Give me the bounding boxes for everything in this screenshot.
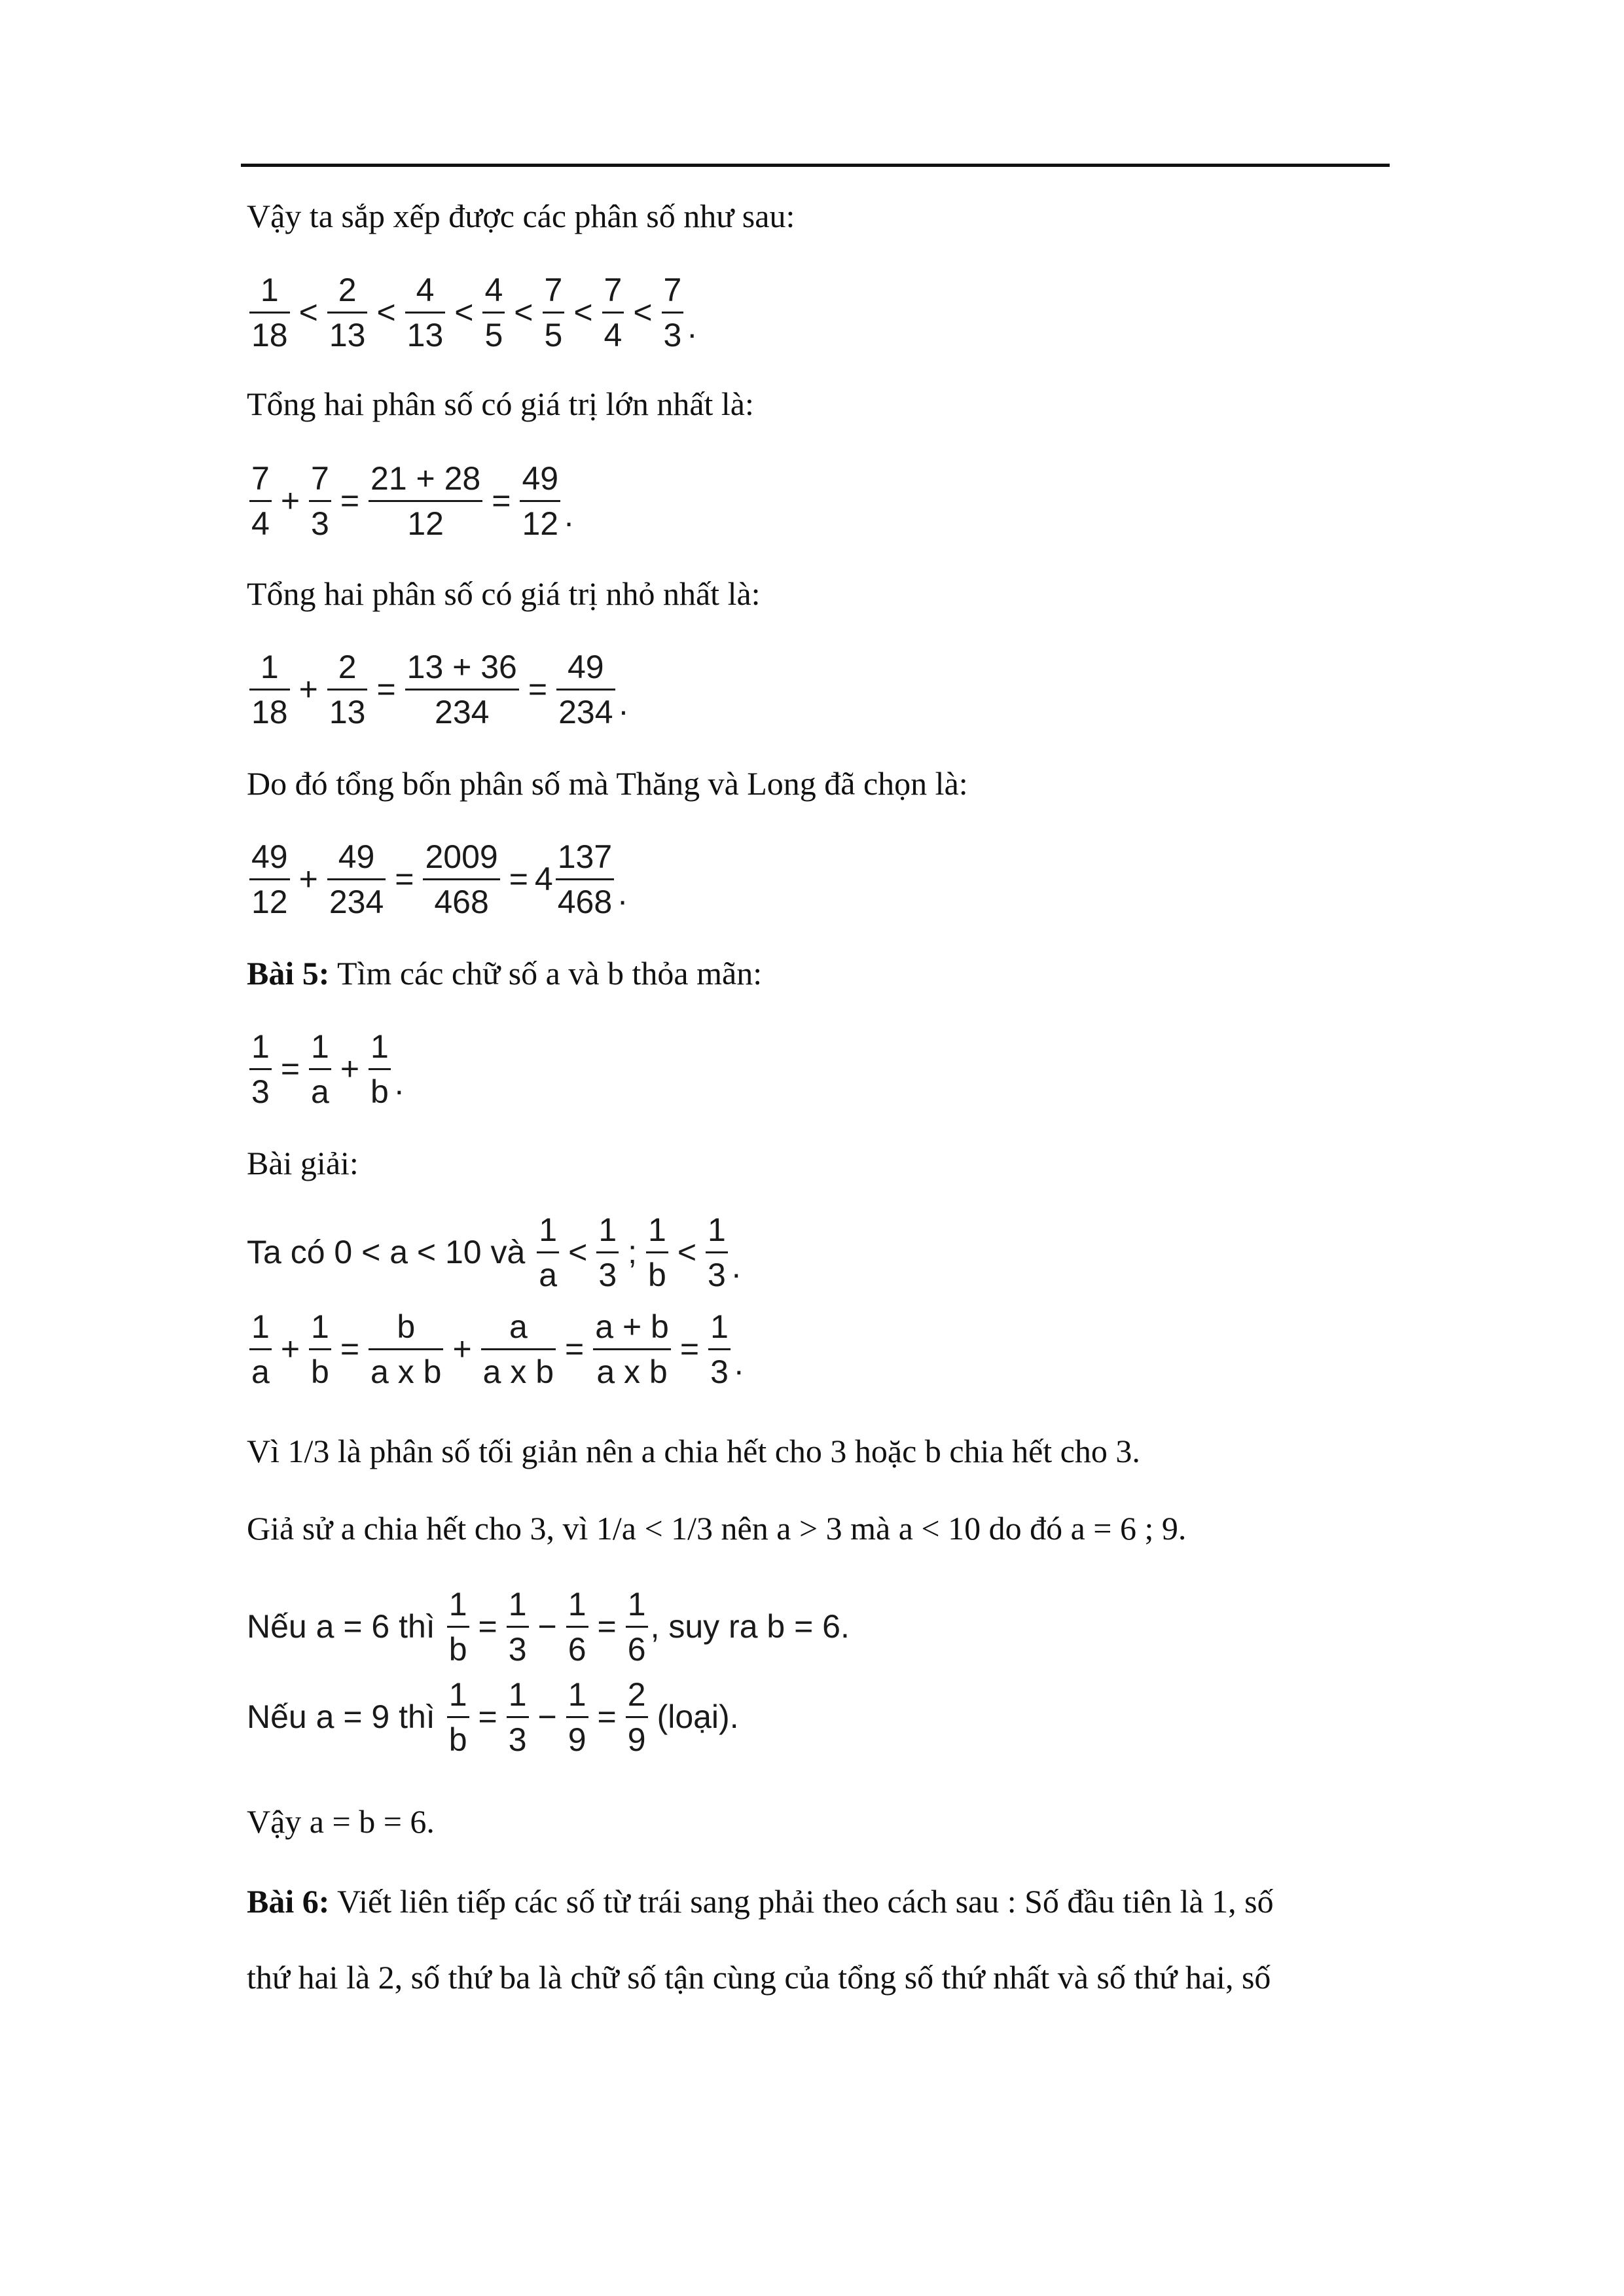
fraction: $\frac{2009}{468}$ — [423, 840, 499, 918]
fraction: $\frac{1}{b}$ — [447, 1678, 469, 1756]
fraction: $\frac{1}{a}$ — [309, 1030, 331, 1108]
fraction: $\frac{49}{234}$ — [556, 651, 615, 728]
text-line: Giả sử a chia hết cho 3, vì 1/a < 1/3 nên a > 3 mà a < 10 do đó a = 6 ; 9. — [247, 1510, 1187, 1547]
fraction: $\frac{4}{13}$ — [405, 274, 446, 351]
fraction: $\frac{4}{5}$ — [482, 274, 505, 351]
text-line: thứ hai là 2, số thứ ba là chữ số tận cùng của tổng số thứ nhất và số thứ hai, số — [247, 1959, 1271, 1996]
exercise-6-heading: Bài 6: Viết liên tiếp các số từ trái sang phải theo cách sau : Số đầu tiên là 1, số — [247, 1883, 1274, 1920]
fraction: $\frac{1}{a}$ — [249, 1310, 272, 1388]
fraction: $\frac{13 + 36}{234}$ — [405, 651, 519, 728]
fraction: $\frac{a + b}{\text{a x b}}$ — [593, 1310, 671, 1388]
fraction: $\frac{137}{468}$ — [556, 840, 614, 918]
math-ta-co: Ta có 0 < a < 10 và $\frac{1}{a}$ < $\frac{1}{3}$ ; $\frac{1}{b}$ < $\frac{1}{3}$ . — [247, 1211, 741, 1293]
fraction: $\frac{1}{9}$ — [566, 1678, 588, 1756]
math-eq5: $\frac{1}{3}$ = $\frac{1}{a}$ + $\frac{1}{b}$ . — [247, 1026, 404, 1111]
fraction: $\frac{1}{3}$ — [249, 1030, 272, 1108]
fraction: $\frac{1}{6}$ — [626, 1588, 648, 1666]
math-max-sum: $\frac{7}{4}$ + $\frac{7}{3}$ = $\frac{21 + 28}{12}$ = $\frac{49}{12}$ . — [247, 458, 573, 543]
fraction: $\frac{7}{5}$ — [543, 274, 565, 351]
math-min-sum: $\frac{1}{18}$ + $\frac{2}{13}$ = $\frac{13 + 36}{234}$ = $\frac{49}{234}$ . — [247, 647, 628, 732]
header-rule — [241, 164, 1390, 167]
math-ordering: $\frac{1}{18}$ < $\frac{2}{13}$ < $\frac{4}{13}$ < $\frac{4}{5}$ < $\frac{7}{5}$ < $\frac{7}{4}$ < $\frac{7}{3}$ . — [247, 270, 696, 355]
fraction: $\frac{7}{3}$ — [309, 462, 331, 540]
fraction: $\frac{1}{3}$ — [706, 1213, 728, 1291]
fraction: $\frac{1}{3}$ — [596, 1213, 619, 1291]
text-line: Vậy ta sắp xếp được các phân số như sau: — [247, 198, 795, 234]
fraction: $\frac{49}{234}$ — [327, 840, 386, 918]
text-line: Tổng hai phân số có giá trị lớn nhất là: — [247, 386, 754, 422]
fraction: $\frac{7}{3}$ — [662, 274, 684, 351]
fraction: $\frac{7}{4}$ — [249, 462, 272, 540]
text-line: Vậy a = b = 6. — [247, 1803, 435, 1840]
fraction: $\frac{b}{\text{a x b}}$ — [369, 1310, 443, 1388]
fraction: $\frac{21 + 28}{12}$ — [369, 462, 482, 540]
fraction: $\frac{1}{6}$ — [566, 1588, 588, 1666]
fraction: $\frac{1}{b}$ — [369, 1030, 391, 1108]
text-line: Do đó tổng bốn phân số mà Thăng và Long đã chọn là: — [247, 765, 968, 802]
fraction: $\frac{7}{4}$ — [602, 274, 624, 351]
text-line: Tổng hai phân số có giá trị nhỏ nhất là: — [247, 575, 761, 612]
fraction: $\frac{1}{3}$ — [708, 1310, 731, 1388]
fraction: $\frac{2}{9}$ — [626, 1678, 648, 1756]
fraction: $\frac{49}{12}$ — [249, 840, 290, 918]
fraction: $\frac{1}{3}$ — [507, 1678, 529, 1756]
fraction: $\frac{2}{13}$ — [327, 651, 368, 728]
fraction: $\frac{1}{18}$ — [249, 651, 290, 728]
text-line: Bài giải: — [247, 1145, 359, 1181]
fraction: $\frac{1}{b}$ — [309, 1310, 331, 1388]
math-case-a6: Nếu a = 6 thì $\frac{1}{b}$ = $\frac{1}{3}$ − $\frac{1}{6}$ = $\frac{1}{6}$ , suy ra b = 6. — [247, 1585, 850, 1668]
fraction: $\frac{1}{b}$ — [646, 1213, 668, 1291]
math-total: $\frac{49}{12}$ + $\frac{49}{234}$ = $\frac{2009}{468}$ = 4 $\frac{137}{468}$ . — [247, 836, 627, 922]
fraction: $\frac{2}{13}$ — [327, 274, 368, 351]
fraction: $\frac{1}{a}$ — [537, 1213, 559, 1291]
fraction: $\frac{1}{3}$ — [507, 1588, 529, 1666]
fraction: $\frac{1}{b}$ — [447, 1588, 469, 1666]
fraction: $\frac{49}{12}$ — [520, 462, 560, 540]
fraction: $\frac{1}{18}$ — [249, 274, 290, 351]
text-line: Vì 1/3 là phân số tối giản nên a chia hết cho 3 hoặc b chia hết cho 3. — [247, 1433, 1140, 1469]
exercise-5-heading: Bài 5: Tìm các chữ số a và b thỏa mãn: — [247, 955, 763, 992]
math-case-a9: Nếu a = 9 thì $\frac{1}{b}$ = $\frac{1}{3}$ − $\frac{1}{9}$ = $\frac{2}{9}$ (loại). — [247, 1676, 739, 1758]
fraction: $\frac{a}{\text{a x b}}$ — [481, 1310, 556, 1388]
math-expansion: $\frac{1}{a}$ + $\frac{1}{b}$ = $\frac{b}{\text{a x b}}$ + $\frac{a}{\text{a x b}}$ = $\frac{a + b}{\text{a x b}}$ = $\frac{1}{3}$ . — [247, 1306, 744, 1391]
